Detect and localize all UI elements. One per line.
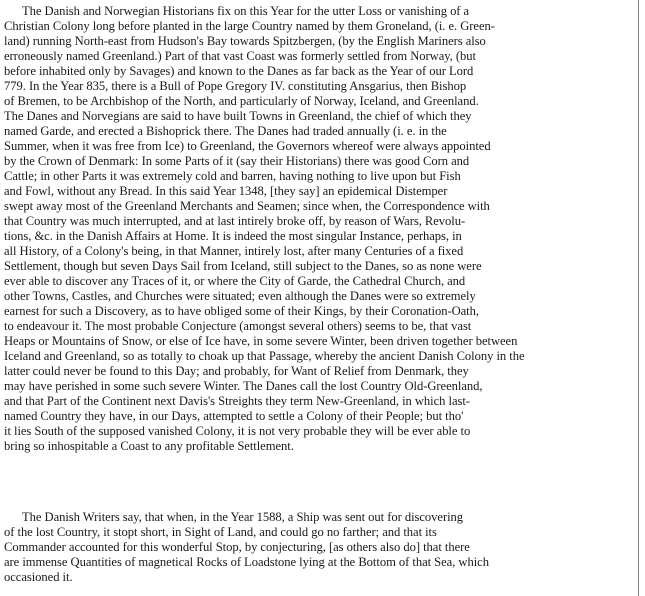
text-line: named Country they have, in our Days, attempted to settle a Colony of their People; but tho' (4, 409, 464, 423)
text-line: occasioned it. (4, 570, 73, 584)
text-line: The Danes and Norvegians are said to have built Towns in Greenland, the chief of which they (4, 109, 472, 123)
text-line: Christian Colony long before planted in the large Country named by them Groneland, (i. e. Green- (4, 19, 495, 33)
text-line: may have perished in some such severe Winter. The Danes call the lost Country Old-Greenland, (4, 379, 483, 393)
text-line: bring so inhospitable a Coast to any profitable Settlement. (4, 439, 294, 453)
text-line: tions, &c. in the Danish Affairs at Home. It is indeed the most singular Instance, perhaps, in (4, 229, 462, 243)
text-line: by the Crown of Denmark: In some Parts of it (say their Historians) there was good Corn and (4, 154, 470, 168)
text-line: The Danish and Norwegian Historians fix on this Year for the utter Loss or vanishing of a (22, 4, 470, 18)
text-line: earnest for such a Discovery, as to have obliged some of their Kings, by their Coronation-Oath, (4, 304, 479, 318)
text-line: Commander accounted for this wonderful Stop, by conjecturing, [as others also do] that there (4, 540, 470, 554)
text-line: of Bremen, to be Archbishop of the North, and particularly of Norway, Iceland, and Greenland. (4, 94, 479, 108)
text-line: that Country was much interrupted, and at last intirely broke off, by reason of Wars, Revolu- (4, 214, 466, 228)
text-line: erroneously named Greenland.) Part of that vast Coast was formerly settled from Norway, (but (4, 49, 476, 63)
text-line: Cattle; in other Parts it was extremely cold and barren, having nothing to live upon but Fish (4, 169, 461, 183)
text-line: other Towns, Castles, and Churches were situated; even although the Danes were so extremely (4, 289, 476, 303)
text-line: swept away most of the Greenland Merchants and Seamen; since when, the Correspondence with (4, 199, 490, 213)
text-line: to endeavour it. The most probable Conjecture (amongst several others) seems to be, that vast (4, 319, 472, 333)
text-line: land) running North-east from Hudson's Bay towards Spitzbergen, (by the English Mariners also (4, 34, 486, 48)
text-line: Heaps or Mountains of Snow, or else of Ice have, in some severe Winter, been driven together between (4, 334, 518, 348)
text-line: before inhabited only by Savages) and known to the Danes as far back as the Year of our Lord (4, 64, 474, 78)
text-line: are immense Quantities of magnetical Rocks of Loadstone lying at the Bottom of that Sea, which (4, 555, 489, 569)
text-line: all History, of a Colony's being, in that Manner, intirely lost, after many Centuries of a fixed (4, 244, 464, 258)
text-line: ever able to discover any Traces of it, or where the City of Garde, the Cathedral Church, and (4, 274, 466, 288)
text-line: latter could never be found to this Day; and probably, for Want of Relief from Denmark, they (4, 364, 469, 378)
text-line: Summer, when it was free from Ice) to Greenland, the Governors whereof were always appointed (4, 139, 491, 153)
text-line: The Danish Writers say, that when, in the Year 1588, a Ship was sent out for discovering (22, 510, 464, 524)
text-line: and Fowl, without any Bread. In this said Year 1348, [they say] an epidemical Distemper (4, 184, 448, 198)
text-line: Settlement, though but seven Days Sail from Iceland, still subject to the Danes, so as none were (4, 259, 482, 273)
text-line: of the lost Country, it stopt short, in Sight of Land, and could go no farther; and that its (4, 525, 437, 539)
page-edge-rule (638, 0, 639, 596)
text-line: it lies South of the supposed vanished Colony, it is not very probable they will be ever able to (4, 424, 471, 438)
text-line: Iceland and Greenland, so as totally to choak up that Passage, whereby the ancient Danish Colony in the (4, 349, 525, 363)
text-line: 779. In the Year 835, there is a Bull of Pope Gregory IV. constituting Ansgarius, then Bishop (4, 79, 467, 93)
text-line: and that Part of the Continent next Davis's Streights they term New-Greenland, in which last- (4, 394, 470, 408)
text-line: named Garde, and erected a Bishoprick there. The Danes had traded annually (i. e. in the (4, 124, 447, 138)
